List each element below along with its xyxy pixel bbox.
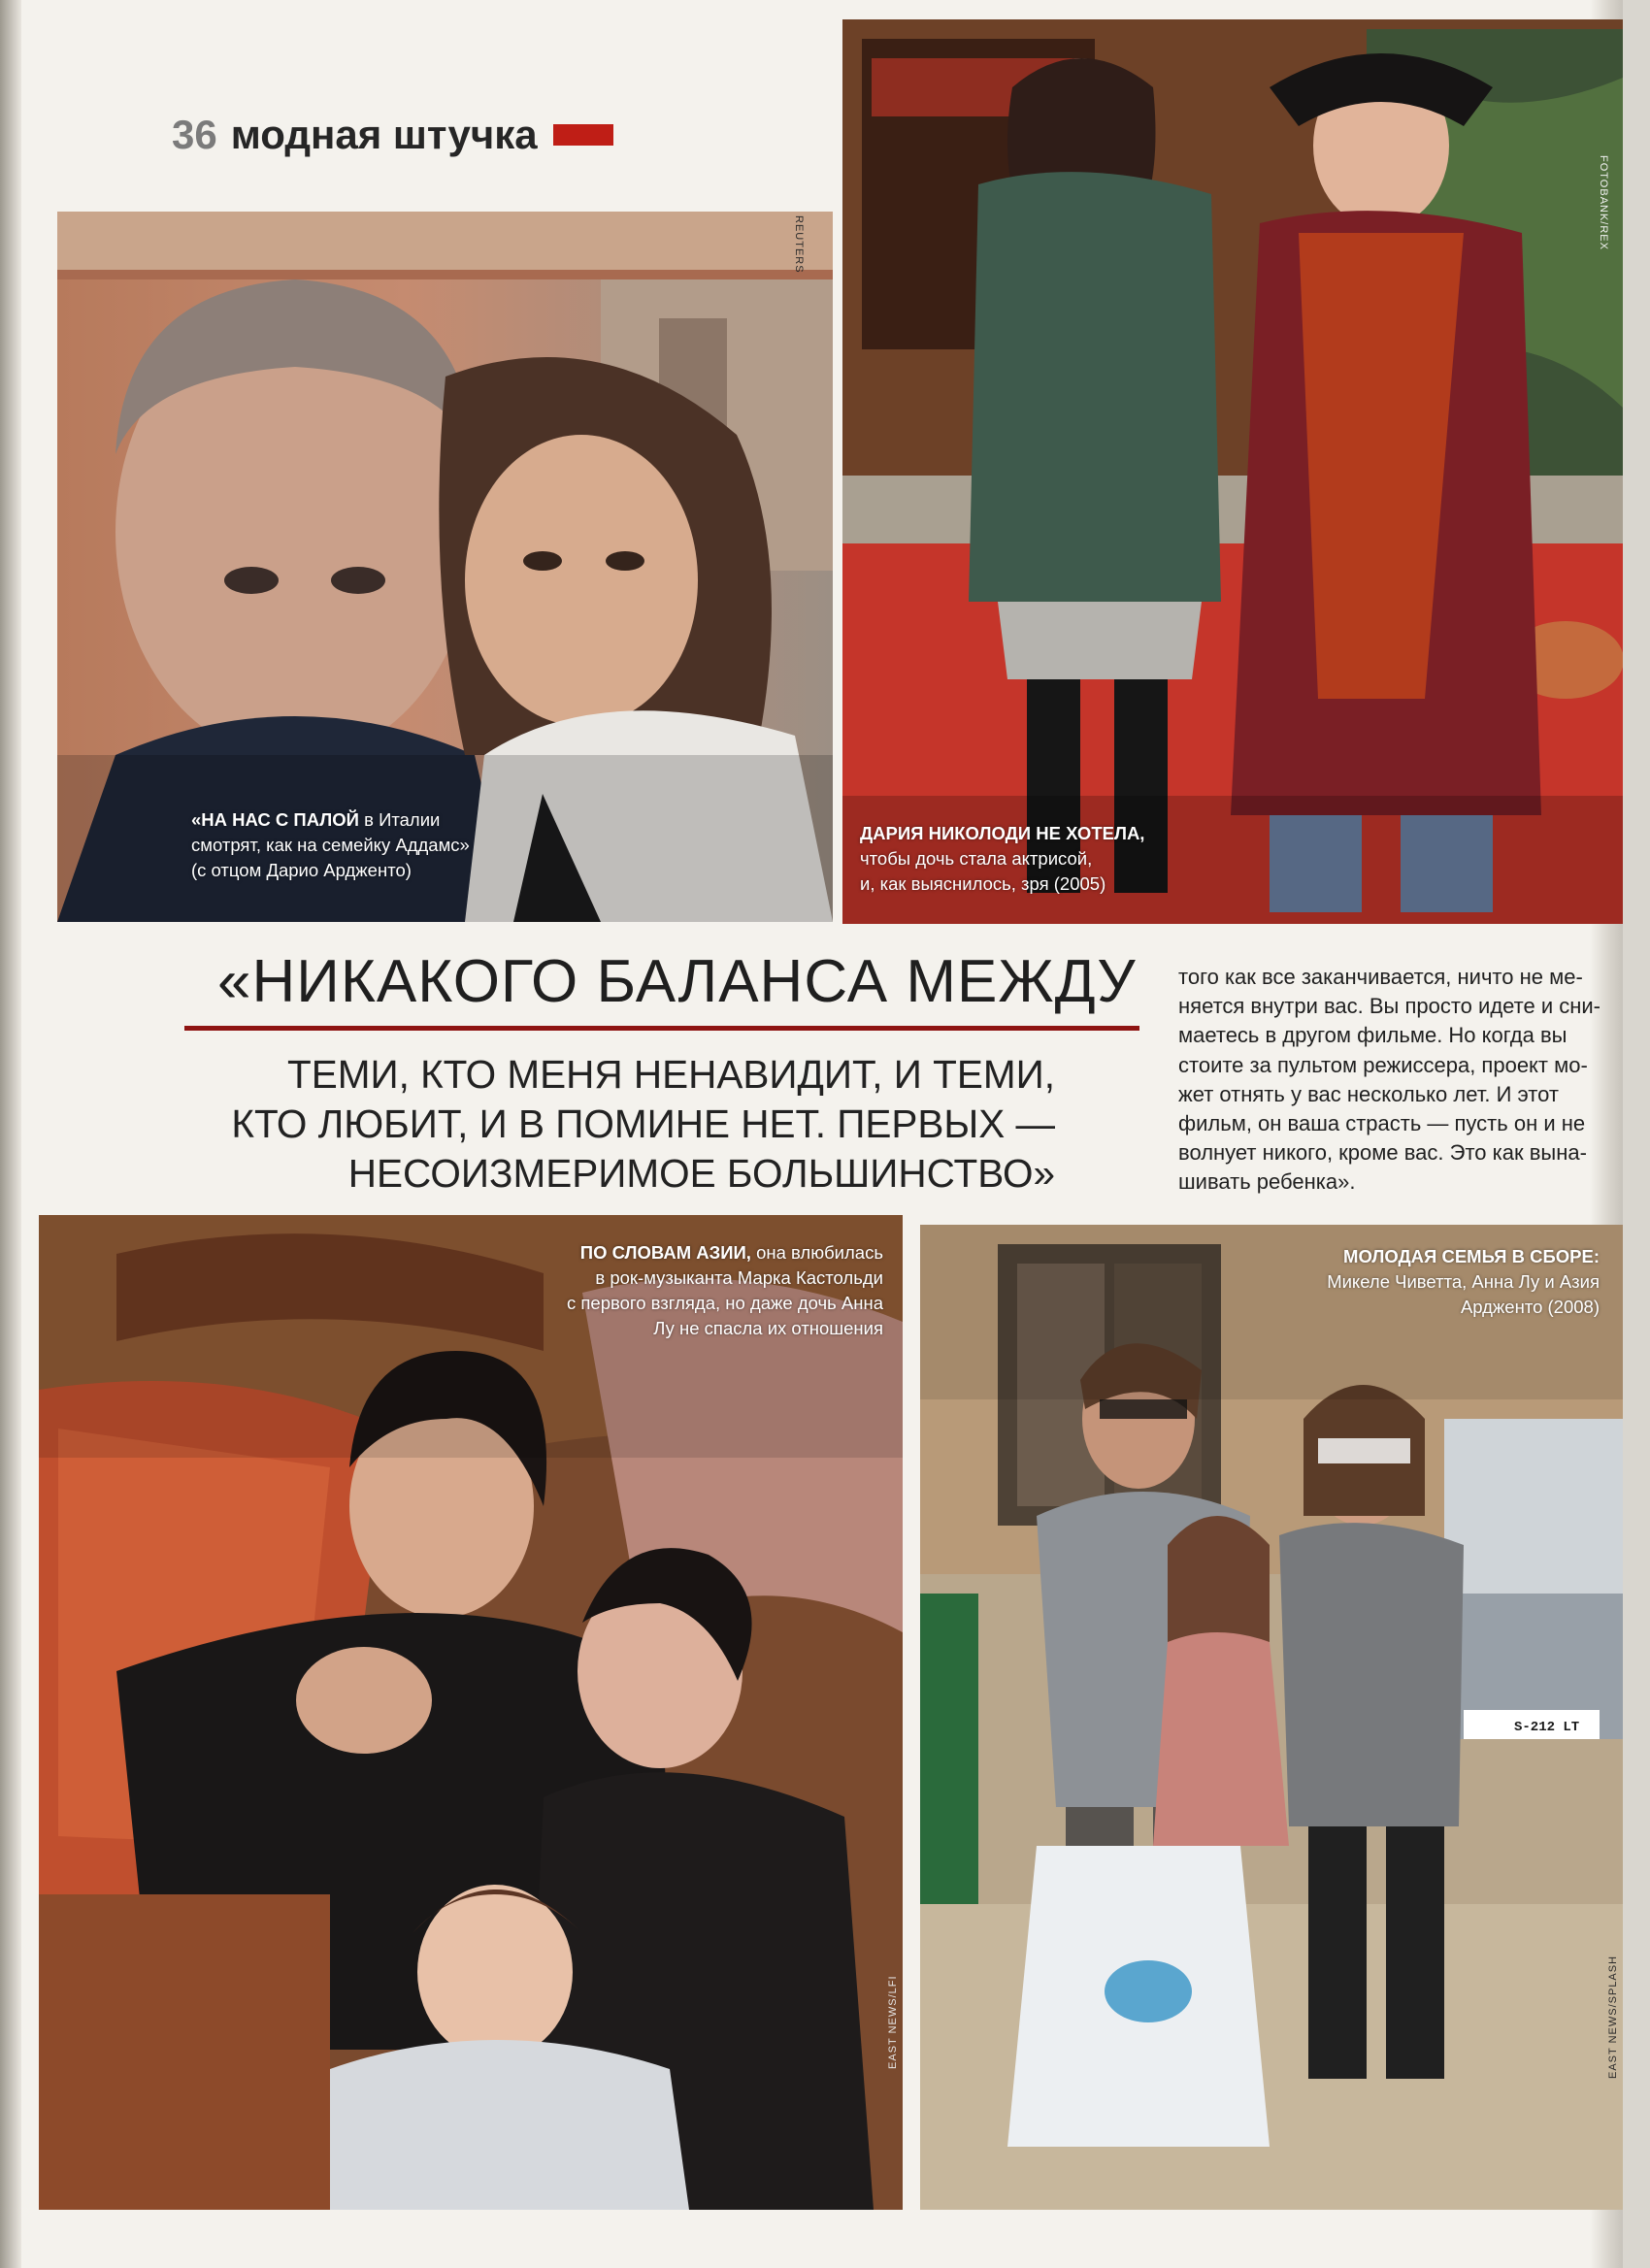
photo-family-musician-image xyxy=(39,1215,903,2210)
subhead-line: ТЕМИ, КТО МЕНЯ НЕНАВИДИТ, И ТЕМИ, xyxy=(286,1052,1055,1097)
body-line: шивать ребенка». xyxy=(1178,1169,1356,1195)
photo-caption-father xyxy=(191,807,579,883)
photo-mother-daughter xyxy=(842,19,1623,924)
header-accent-bar xyxy=(553,124,613,146)
body-line: волнует никого, кроме вас. Это как вына- xyxy=(1178,1140,1587,1166)
photo-caption-young-family xyxy=(1211,1244,1600,1320)
subhead-line: НЕСОИЗМЕРИМОЕ БОЛЬШИНСТВО» xyxy=(347,1151,1055,1196)
caption-line: смотрят, как на семейку Аддамс» xyxy=(191,835,470,855)
caption-lead: ДАРИЯ НИКОЛОДИ НЕ ХОТЕЛА, xyxy=(860,823,1145,843)
caption-line: Ардженто (2008) xyxy=(1460,1297,1600,1317)
photo-credit: EAST NEWS/SPLASH xyxy=(1607,1955,1619,2079)
photo-father-daughter xyxy=(57,212,833,922)
caption-lead: ПО СЛОВАМ АЗИИ, xyxy=(579,1242,751,1263)
caption-line: (с отцом Дарио Ардженто) xyxy=(191,860,412,880)
photo-family-musician xyxy=(39,1215,903,2210)
photo-caption-mother xyxy=(860,821,1209,897)
caption-lead: «НА НАС С ПАЛОЙ xyxy=(191,809,359,830)
caption-line: в рок-музыканта Марка Кастольди xyxy=(595,1267,883,1288)
photo-young-family xyxy=(920,1225,1623,2210)
caption-lead: МОЛОДАЯ СЕМЬЯ В СБОРЕ: xyxy=(1343,1246,1600,1266)
body-line: жет отнять у вас несколько лет. И этот xyxy=(1178,1081,1559,1106)
page-header xyxy=(172,109,613,161)
article-headline: «НИКАКОГО БАЛАНСА МЕЖДУ xyxy=(217,948,1137,1015)
body-line: того как все заканчивается, ничто не ме- xyxy=(1178,965,1583,989)
article-body xyxy=(1178,963,1632,1198)
caption-line: Микеле Чиветта, Анна Лу и Азия xyxy=(1327,1271,1600,1292)
body-line: маетесь в другом фильме. Но когда вы xyxy=(1178,1023,1568,1048)
magazine-page xyxy=(21,0,1623,2268)
subhead-line: КТО ЛЮБИТ, И В ПОМИНЕ НЕТ. ПЕРВЫХ — xyxy=(231,1101,1055,1146)
caption-line: с первого взгляда, но даже дочь Анна xyxy=(567,1293,883,1313)
caption-line: в Италии xyxy=(358,809,441,830)
page-binding xyxy=(0,0,21,2268)
page-number: 36 xyxy=(172,112,217,157)
body-line: няется внутри вас. Вы просто идете и сни- xyxy=(1178,994,1601,1019)
caption-line: Лу не спасла их отношения xyxy=(653,1318,883,1338)
caption-line: и, как выяснилось, зря (2005) xyxy=(860,873,1106,894)
photo-caption-musician xyxy=(466,1240,883,1341)
body-line: стоите за пультом режиссера, проект мо- xyxy=(1178,1052,1588,1077)
photo-credit: EAST NEWS/LFI xyxy=(887,1975,899,2069)
caption-line: чтобы дочь стала актрисой, xyxy=(860,848,1093,869)
caption-line: она влюбилась xyxy=(750,1242,883,1263)
section-title: модная штучка xyxy=(230,112,538,157)
license-plate: S-212 LT xyxy=(1514,1720,1580,1735)
body-line: фильм, он ваша страсть — пусть он и не xyxy=(1178,1111,1586,1136)
article-subhead xyxy=(177,1050,1055,1199)
photo-credit: REUTERS xyxy=(793,215,805,274)
photo-mother-daughter-image xyxy=(842,19,1623,924)
photo-credit: FOTOBANK/REX xyxy=(1598,155,1609,250)
headline-rule xyxy=(184,1026,1139,1031)
photo-young-family-image xyxy=(920,1225,1623,2210)
